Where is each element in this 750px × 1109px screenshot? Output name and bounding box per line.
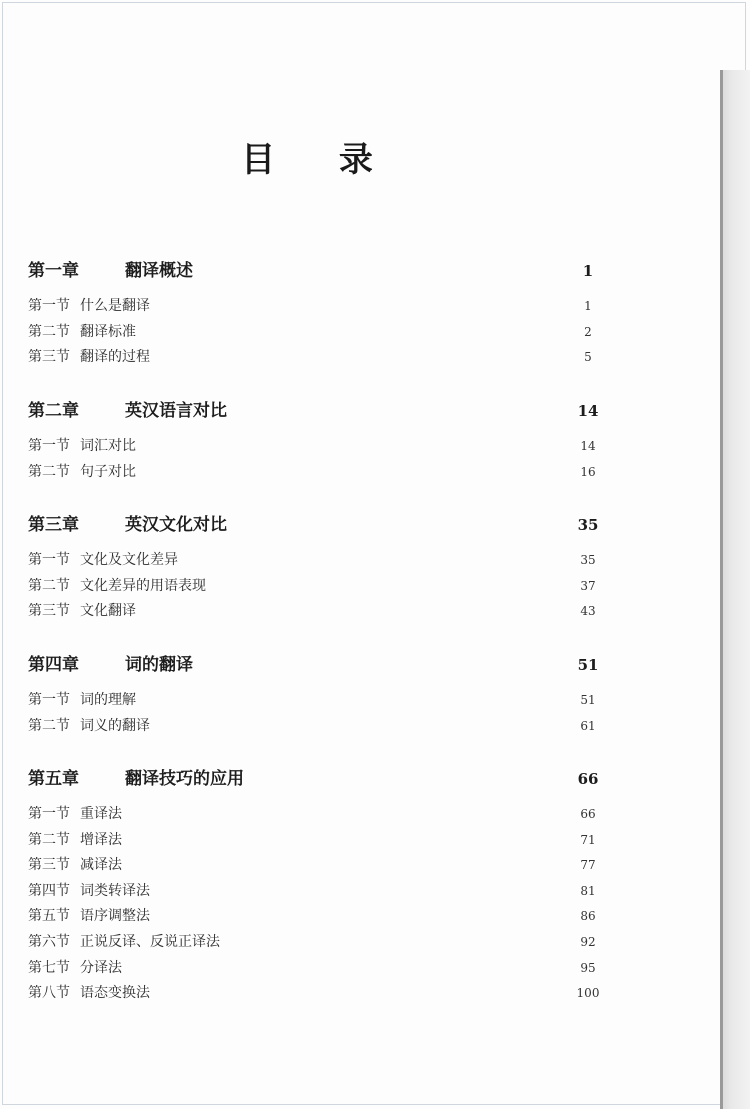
section-title: 词义的翻译 — [80, 717, 150, 734]
section-page: 37 — [580, 578, 596, 593]
section-row[interactable] — [28, 689, 608, 715]
section-title: 翻译的过程 — [80, 349, 150, 366]
section-number: 第八节 — [28, 985, 70, 1002]
chapter-name: 翻译技巧的应用 — [125, 769, 244, 789]
section-title: 词的理解 — [80, 692, 136, 708]
section-number: 第六节 — [28, 933, 70, 950]
section-row[interactable] — [28, 575, 608, 601]
section-row[interactable] — [28, 321, 608, 347]
chapter-name: 翻译概述 — [125, 261, 193, 281]
section-row[interactable] — [28, 803, 608, 829]
section-page: 43 — [580, 604, 596, 619]
section-title: 文化翻译 — [80, 603, 136, 620]
section-page: 35 — [580, 553, 596, 567]
chapter-1 — [28, 256, 608, 372]
section-number: 第一节 — [28, 692, 70, 708]
page-title: 目 录 — [241, 140, 399, 180]
section-row[interactable] — [28, 600, 608, 626]
section-page: 100 — [576, 986, 600, 1001]
section-title: 句子对比 — [80, 463, 136, 480]
section-row[interactable] — [28, 854, 608, 880]
chapter-3 — [28, 510, 608, 626]
chapter-name: 词的翻译 — [125, 655, 193, 675]
section-page: 51 — [580, 693, 596, 707]
section-page: 16 — [580, 464, 596, 479]
section-number: 第二节 — [28, 323, 70, 340]
section-page: 71 — [580, 832, 596, 847]
section-row[interactable] — [28, 461, 608, 487]
section-page: 2 — [584, 324, 592, 339]
chapter-heading[interactable] — [28, 396, 608, 421]
section-title: 减译法 — [80, 857, 122, 874]
section-title: 语态变换法 — [80, 985, 150, 1002]
section-row[interactable] — [28, 957, 608, 983]
section-page: 1 — [584, 299, 592, 313]
section-title: 词汇对比 — [80, 438, 136, 454]
chapter-number: 第五章 — [28, 769, 79, 789]
section-row[interactable] — [28, 982, 608, 1008]
chapter-number: 第四章 — [28, 655, 79, 675]
section-number: 第二节 — [28, 577, 70, 594]
chapter-page: 51 — [577, 656, 599, 674]
section-row[interactable] — [28, 715, 608, 741]
section-row[interactable] — [28, 829, 608, 855]
section-row[interactable] — [28, 931, 608, 957]
section-title: 文化差异的用语表现 — [80, 577, 206, 594]
chapter-heading[interactable] — [28, 510, 608, 535]
chapter-heading[interactable] — [28, 650, 608, 675]
section-page: 81 — [580, 883, 596, 898]
section-row[interactable] — [28, 435, 608, 461]
chapter-heading[interactable] — [28, 764, 608, 789]
section-page: 14 — [580, 439, 596, 453]
section-page: 92 — [580, 934, 596, 949]
section-title: 文化及文化差异 — [80, 552, 178, 568]
section-number: 第一节 — [28, 806, 70, 822]
section-number: 第二节 — [28, 463, 70, 480]
chapter-number: 第三章 — [28, 515, 79, 535]
chapter-name: 英汉文化对比 — [125, 515, 227, 535]
section-row[interactable] — [28, 549, 608, 575]
section-title: 增译法 — [80, 831, 122, 848]
section-title: 词类转译法 — [80, 882, 150, 899]
section-row[interactable] — [28, 295, 608, 321]
section-title: 语序调整法 — [80, 908, 150, 925]
chapter-name: 英汉语言对比 — [125, 401, 227, 421]
section-number: 第三节 — [28, 603, 70, 620]
section-title: 分译法 — [80, 959, 122, 976]
section-page: 66 — [580, 807, 596, 821]
chapter-page: 14 — [577, 402, 599, 420]
section-number: 第四节 — [28, 882, 70, 899]
chapter-number: 第二章 — [28, 401, 79, 421]
section-title: 什么是翻译 — [80, 298, 150, 314]
section-page: 95 — [580, 960, 596, 975]
chapter-page: 35 — [577, 516, 599, 534]
section-title: 翻译标准 — [80, 323, 136, 340]
section-page: 5 — [584, 350, 592, 365]
section-number: 第二节 — [28, 831, 70, 848]
chapter-5 — [28, 764, 608, 1008]
section-row[interactable] — [28, 905, 608, 931]
section-page: 77 — [580, 858, 596, 873]
page-edge-shadow — [720, 70, 750, 1109]
section-title: 正说反译、反说正译法 — [80, 933, 220, 950]
section-number: 第一节 — [28, 552, 70, 568]
section-number: 第三节 — [28, 349, 70, 366]
chapter-2 — [28, 396, 608, 486]
section-title: 重译法 — [80, 806, 122, 822]
section-row[interactable] — [28, 880, 608, 906]
section-number: 第一节 — [28, 438, 70, 454]
chapter-page: 1 — [582, 262, 594, 280]
section-row[interactable] — [28, 346, 608, 372]
section-page: 61 — [580, 718, 596, 733]
section-page: 86 — [580, 909, 596, 924]
chapter-number: 第一章 — [28, 261, 79, 281]
section-number: 第三节 — [28, 857, 70, 874]
chapter-heading[interactable] — [28, 256, 608, 281]
section-number: 第五节 — [28, 908, 70, 925]
section-number: 第二节 — [28, 717, 70, 734]
chapter-4 — [28, 650, 608, 740]
chapter-page: 66 — [577, 770, 599, 788]
section-number: 第七节 — [28, 959, 70, 976]
section-number: 第一节 — [28, 298, 70, 314]
